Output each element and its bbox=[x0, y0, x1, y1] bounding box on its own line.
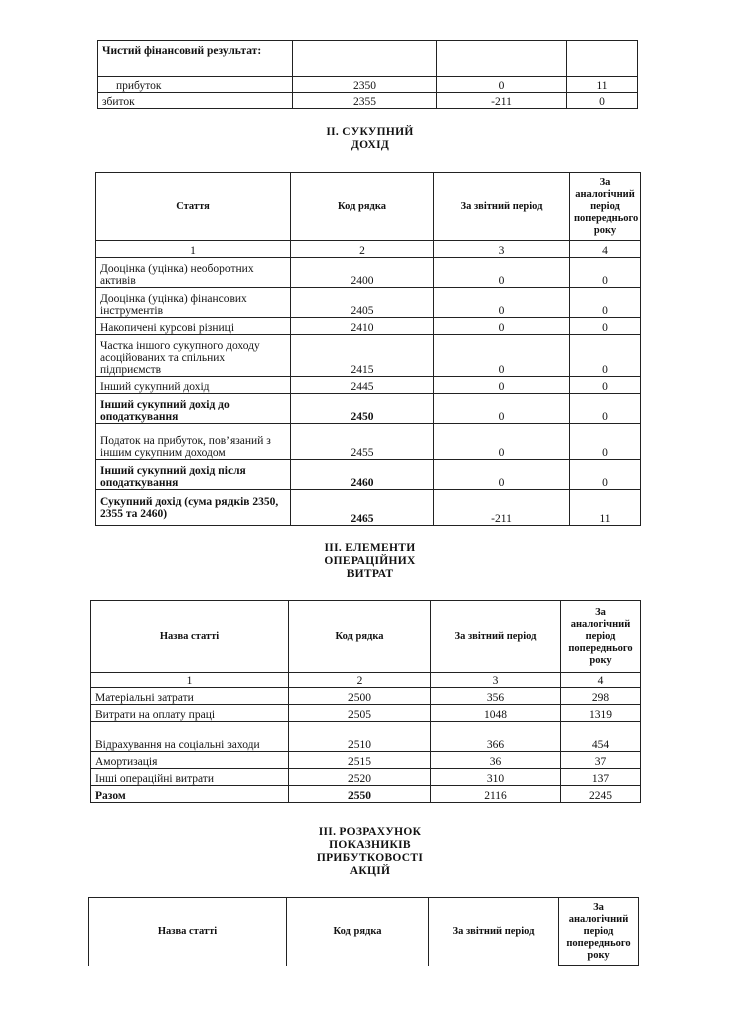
table-row: Витрати на оплату праці 2505 1048 1319 bbox=[91, 705, 641, 722]
net-result-table bbox=[97, 40, 638, 109]
table-row-total: Разом 2550 2116 2245 bbox=[91, 786, 641, 803]
table-row: Інший сукупний дохід 2445 0 0 bbox=[96, 377, 641, 394]
table-row: Сукупний дохід (сума рядків 2350, 2355 та 2460) 2465 -211 11 bbox=[96, 490, 641, 526]
table-header-row: Назва статті Код рядка За звітний період За аналогічний період попереднього року bbox=[89, 898, 639, 966]
table-row: Матеріальні затрати 2500 356 298 bbox=[91, 688, 641, 705]
table-row: Відрахування на соціальні заходи 2510 366 454 bbox=[91, 722, 641, 752]
table-row: Дооцінка (уцінка) фінансових інструментів 2405 0 0 bbox=[96, 288, 641, 318]
table-row: Накопичені курсові різниці 2410 0 0 bbox=[96, 318, 641, 335]
share-profitability-table bbox=[88, 897, 639, 966]
net-result-header: Чистий фінансовий результат: bbox=[98, 41, 293, 77]
section3-title: ІІІ. ЕЛЕМЕНТИ ОПЕРАЦІЙНИХ ВИТРАТ bbox=[324, 542, 416, 580]
table-row: Дооцінка (уцінка) необоротних активів 2400 0 0 bbox=[96, 258, 641, 288]
table-row: Інші операційні витрати 2520 310 137 bbox=[91, 769, 641, 786]
comprehensive-income-table bbox=[95, 172, 641, 526]
table-row: Інший сукупний дохід до оподаткування 2450 0 0 bbox=[96, 394, 641, 424]
section4-title: ІІІ. РОЗРАХУНОК ПОКАЗНИКІВ ПРИБУТКОВОСТІ АКЦІЙ bbox=[316, 826, 424, 877]
section2-title: ІІ. СУКУПНИЙ ДОХІД bbox=[326, 126, 414, 151]
table-row: прибуток 2350 0 11 bbox=[98, 77, 638, 93]
column-numbers-row: 1 2 3 4 bbox=[91, 673, 641, 688]
table-row: Амортизація 2515 36 37 bbox=[91, 752, 641, 769]
table-header-row: Назва статті Код рядка За звітний період За аналогічний період попереднього року bbox=[91, 601, 641, 673]
table-row: Податок на прибуток, пов’язаний з іншим сукупним доходом 2455 0 0 bbox=[96, 424, 641, 460]
table-header-row: Стаття Код рядка За звітний період За аналогічний період попереднього року bbox=[96, 173, 641, 241]
operating-expenses-table bbox=[90, 600, 641, 803]
table-row: Інший сукупний дохід після оподаткування 2460 0 0 bbox=[96, 460, 641, 490]
table-row: збиток 2355 -211 0 bbox=[98, 93, 638, 109]
column-numbers-row: 1 2 3 4 bbox=[96, 241, 641, 258]
table-row: Частка іншого сукупного доходу асоційованих та спільних підприємств 2415 0 0 bbox=[96, 335, 641, 377]
